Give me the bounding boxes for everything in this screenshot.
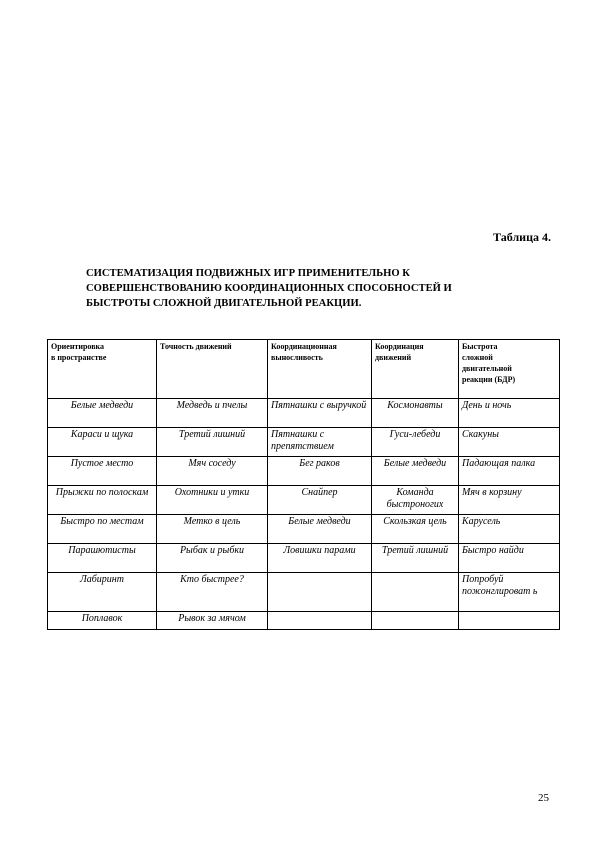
table-cell: Кто быстрее? bbox=[157, 573, 268, 612]
table-cell: Белые медведи bbox=[268, 515, 372, 544]
table-cell: Быстро найди bbox=[459, 544, 560, 573]
title-line: СОВЕРШЕНСТВОВАНИЮ КООРДИНАЦИОННЫХ СПОСОБНОСТЕЙ И bbox=[86, 283, 452, 294]
table-row bbox=[48, 486, 560, 515]
table-cell: Охотники и утки bbox=[157, 486, 268, 515]
table-cell: Медведь и пчелы bbox=[157, 399, 268, 428]
table-cell: Белые медведи bbox=[372, 457, 459, 486]
table-cell: День и ночь bbox=[459, 399, 560, 428]
table-cell bbox=[372, 612, 459, 630]
table-cell: Пятнашки с препятствием bbox=[268, 428, 372, 457]
table-cell: Мяч в корзину bbox=[459, 486, 560, 515]
header-coordination: Координация движений bbox=[372, 340, 459, 399]
table-cell: Скользкая цель bbox=[372, 515, 459, 544]
page-number: 25 bbox=[538, 792, 549, 804]
table-cell: Лабиринт bbox=[48, 573, 157, 612]
title-line: БЫСТРОТЫ СЛОЖНОЙ ДВИГАТЕЛЬНОЙ РЕАКЦИИ. bbox=[86, 298, 362, 309]
table-cell: Карусель bbox=[459, 515, 560, 544]
table-cell: Поплавок bbox=[48, 612, 157, 630]
table-cell: Падающая палка bbox=[459, 457, 560, 486]
table-cell: Караси и щука bbox=[48, 428, 157, 457]
table-cell: Быстро по местам bbox=[48, 515, 157, 544]
table-cell: Мяч соседу bbox=[157, 457, 268, 486]
games-table bbox=[47, 339, 560, 630]
table-cell: Ловишки парами bbox=[268, 544, 372, 573]
table-cell: Белые медведи bbox=[48, 399, 157, 428]
table-cell: Пятнашки с выручкой bbox=[268, 399, 372, 428]
table-cell: Космонавты bbox=[372, 399, 459, 428]
table-row bbox=[48, 612, 560, 630]
table-cell bbox=[268, 612, 372, 630]
table-cell: Третий лишний bbox=[157, 428, 268, 457]
table-cell: Рыбак и рыбки bbox=[157, 544, 268, 573]
table-cell: Третий лишний bbox=[372, 544, 459, 573]
table-row bbox=[48, 428, 560, 457]
table-row bbox=[48, 457, 560, 486]
document-title bbox=[86, 266, 526, 311]
table-row bbox=[48, 544, 560, 573]
table-row bbox=[48, 399, 560, 428]
table-row bbox=[48, 573, 560, 612]
table-cell: Метко в цель bbox=[157, 515, 268, 544]
table-cell: Пустое место bbox=[48, 457, 157, 486]
table-cell: Команда быстроногих bbox=[372, 486, 459, 515]
table-cell bbox=[372, 573, 459, 612]
table-cell: Парашютисты bbox=[48, 544, 157, 573]
header-reaction-speed: Быстрота сложной двигательной реакции (БДР) bbox=[459, 340, 560, 399]
table-label: Таблица 4. bbox=[493, 230, 551, 244]
table-cell: Скакуны bbox=[459, 428, 560, 457]
table-cell: Гуси-лебеди bbox=[372, 428, 459, 457]
table-header-row bbox=[48, 340, 560, 399]
table-cell: Попробуй пожонглироват ь bbox=[459, 573, 560, 612]
table-cell: Рывок за мячом bbox=[157, 612, 268, 630]
title-line: СИСТЕМАТИЗАЦИЯ ПОДВИЖНЫХ ИГР ПРИМЕНИТЕЛЬНО К bbox=[86, 268, 410, 279]
header-endurance: Координационная выносливость bbox=[268, 340, 372, 399]
table-cell bbox=[268, 573, 372, 612]
table-cell: Снайпер bbox=[268, 486, 372, 515]
table-cell: Бег раков bbox=[268, 457, 372, 486]
table-cell bbox=[459, 612, 560, 630]
header-accuracy: Точность движений bbox=[157, 340, 268, 399]
table-cell: Прыжки по полоскам bbox=[48, 486, 157, 515]
header-orientation: Ориентировка в пространстве bbox=[48, 340, 157, 399]
table-row bbox=[48, 515, 560, 544]
